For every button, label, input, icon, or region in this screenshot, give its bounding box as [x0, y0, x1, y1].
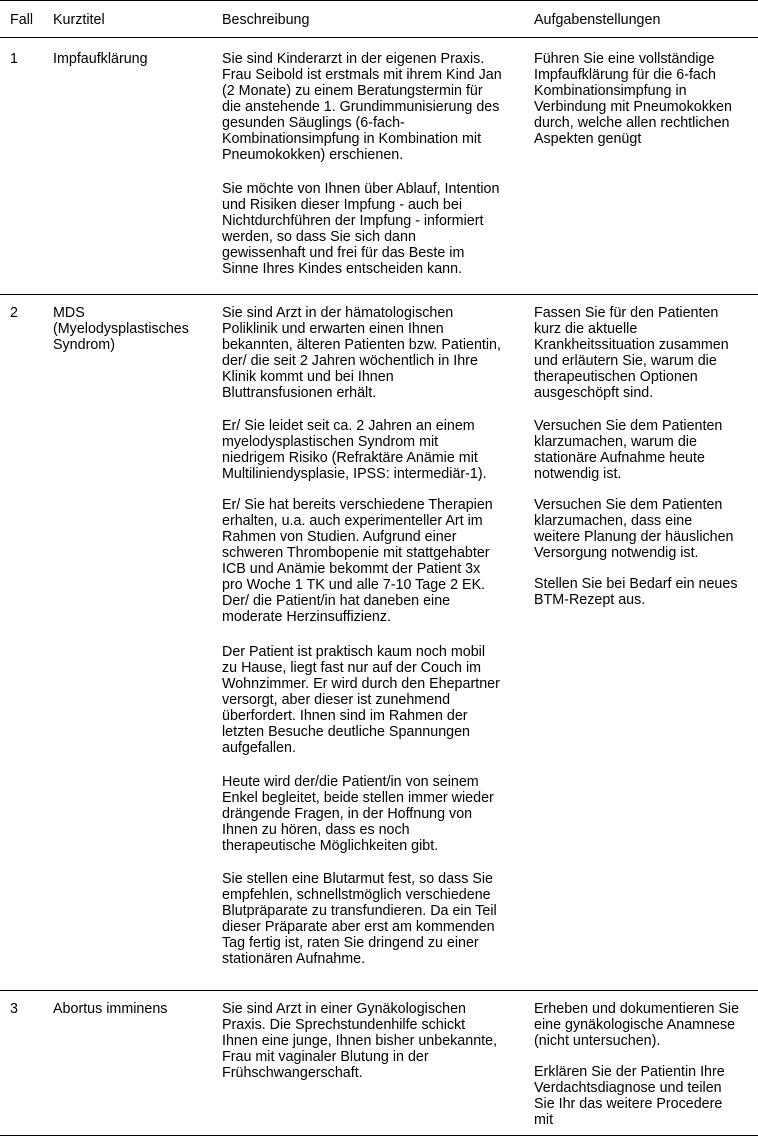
row-1-beschreibung-p2: Sie möchte von Ihnen über Ablauf, Intention und Risiken dieser Impfung - auch bei Nichtdurchführen der Impfung - informiert werden, so dass Sie sich dann gewissenhaft und frei für das Beste im Sinne Ihres Kindes entscheiden kann. — [222, 181, 500, 277]
row-2-beschreibung-p4: Der Patient ist praktisch kaum noch mobil zu Hause, liegt fast nur auf der Couch im Wohnzimmer. Er wird durch den Ehepartner versorgt, aber dieser ist zunehmend überfordert. Ihnen sind im Rahmen der letzten Besuche deutliche Spannungen aufgefallen. — [222, 644, 500, 756]
row-3-fall: 3 — [10, 1001, 18, 1017]
header-bottom-rule — [0, 37, 758, 38]
row-3-beschreibung-p1: Sie sind Arzt in einer Gynäkologischen Praxis. Die Sprechstundenhilfe schickt Ihnen eine junge, Ihnen bisher unbekannte, Frau mit vaginaler Blutung in der Frühschwangerschaft. — [222, 1001, 498, 1081]
row-1-bottom-rule — [0, 294, 758, 295]
row-2-beschreibung-p5: Heute wird der/die Patient/in von seinem Enkel begleitet, beide stellen immer wieder drängende Fragen, in der Hoffnung von Ihnen zu hören, dass es noch therapeutische Möglichkeiten gibt. — [222, 774, 494, 854]
row-3-aufgabe-1: Erheben und dokumentieren Sie eine gynäkologische Anamnese (nicht untersuchen). — [534, 1001, 740, 1049]
header-fall: Fall — [10, 12, 34, 28]
row-3-kurztitel: Abortus imminens — [53, 1001, 168, 1017]
header-kurztitel: Kurztitel — [53, 12, 105, 28]
row-2-aufgabe-3: Versuchen Sie dem Patienten klarzumachen, dass eine weitere Planung der häuslichen Versorgung notwendig ist. — [534, 497, 734, 561]
row-3-aufgabe-2: Erklären Sie der Patientin Ihre Verdachtsdiagnose und teilen Sie Ihr das weitere Procedere mit — [534, 1064, 725, 1128]
header-top-rule — [0, 0, 758, 1]
header-beschreibung: Beschreibung — [222, 12, 310, 28]
row-1-fall: 1 — [10, 51, 18, 67]
row-1-kurztitel: Impfaufklärung — [53, 51, 148, 67]
row-2-aufgabe-2: Versuchen Sie dem Patienten klarzumachen, warum die stationäre Aufnahme heute notwendig ist. — [534, 418, 723, 482]
row-2-aufgabe-1: Fassen Sie für den Patienten kurz die aktuelle Krankheitssituation zusammen und erläutern Sie, warum die therapeutischen Optionen ausgeschöpft sind. — [534, 305, 729, 401]
row-2-aufgabe-4: Stellen Sie bei Bedarf ein neues BTM-Rezept aus. — [534, 576, 738, 608]
header-aufgabenstellungen: Aufgabenstellungen — [534, 12, 661, 28]
row-2-beschreibung-p3: Er/ Sie hat bereits verschiedene Therapien erhalten, u.a. auch experimenteller Art im Rahmen von Studien. Aufgrund einer schweren Thrombopenie mit stattgehabter ICB und Anämie bekommt der Patient 3x pro Woche 1 TK und alle 7-10 Tage 2 EK. Der/ die Patient/in hat daneben eine moderate Herzinsuffizienz. — [222, 497, 493, 625]
row-1-beschreibung-p1: Sie sind Kinderarzt in der eigenen Praxis. Frau Seibold ist erstmals mit ihrem Kind Jan (2 Monate) zu einem Beratungstermin für die anstehende 1. Grundimmunisierung des gesunden Säuglings (6-fach- Kombinationsimpfung in Kombination mit Pneumokokken) erschienen. — [222, 51, 502, 163]
row-1-aufgabe-1: Führen Sie eine vollständige Impfaufklärung für die 6-fach Kombinationsimpfung in Verbindung mit Pneumokokken durch, welche allen rechtlichen Aspekten genügt — [534, 51, 732, 147]
row-2-kurztitel: MDS (Myelodysplastisches Syndrom) — [53, 305, 189, 353]
table-bottom-rule — [0, 1135, 758, 1136]
row-2-bottom-rule — [0, 990, 758, 991]
row-2-fall: 2 — [10, 305, 18, 321]
row-2-beschreibung-p2: Er/ Sie leidet seit ca. 2 Jahren an einem myelodysplastischen Syndrom mit niedrigem Risiko (Refraktäre Anämie mit Multiliniendysplasie, IPSS: intermediär-1). — [222, 418, 487, 482]
row-2-beschreibung-p1: Sie sind Arzt in der hämatologischen Poliklinik und erwarten einen Ihnen bekannten, älteren Patienten bzw. Patientin, der/ die seit 2 Jahren wöchentlich in Ihre Klinik kommt und bei Ihnen Bluttransfusionen erhält. — [222, 305, 501, 401]
row-2-beschreibung-p6: Sie stellen eine Blutarmut fest, so dass Sie empfehlen, schnellstmöglich verschiedene Blutpräparate zu transfundieren. Da ein Teil dieser Präparate aber erst am kommenden Tag fertig ist, raten Sie dringend zu einer stationären Aufnahme. — [222, 871, 497, 967]
